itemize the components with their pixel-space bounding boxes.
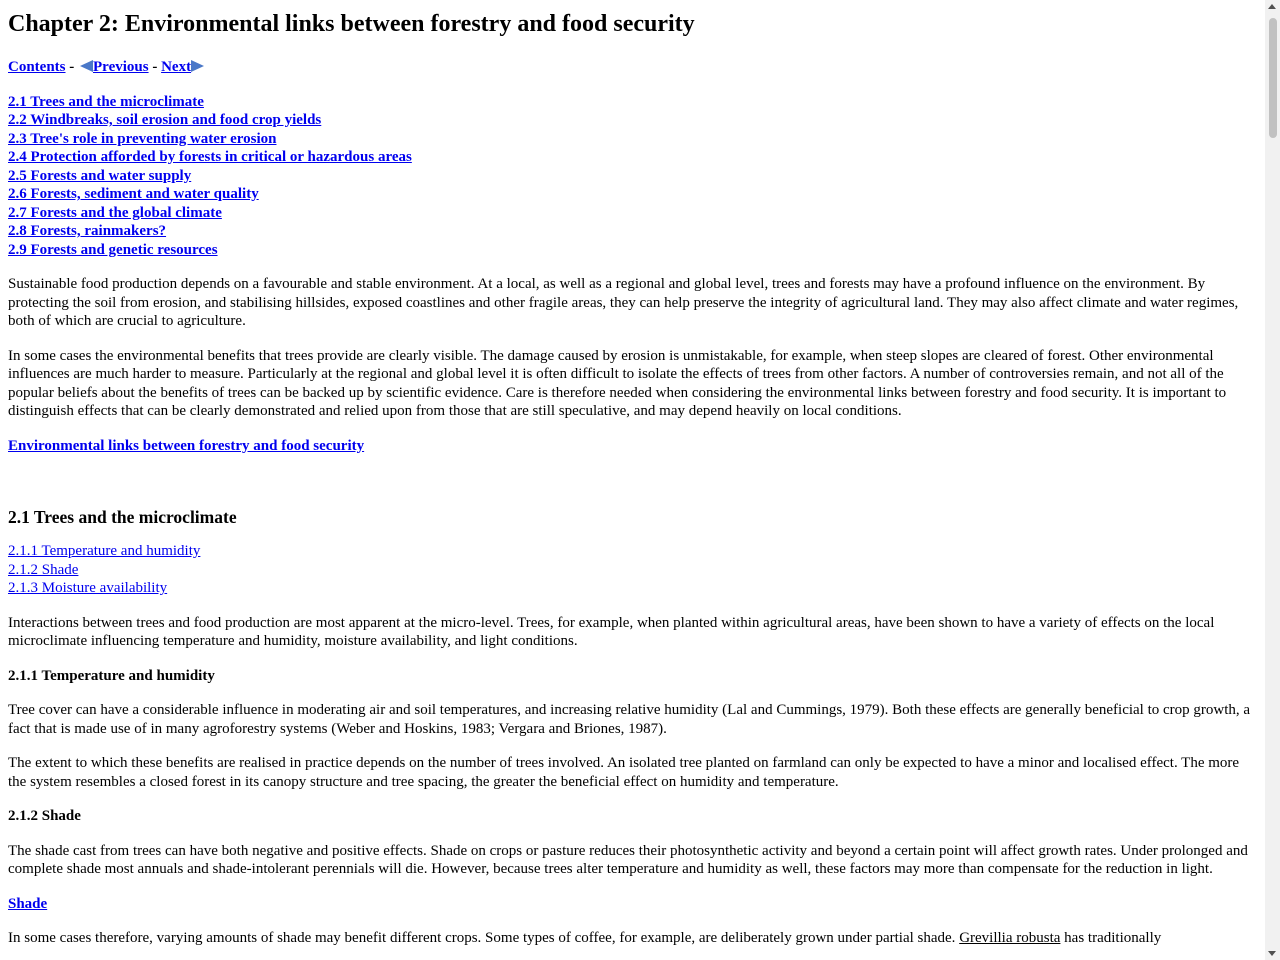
vertical-scrollbar[interactable] [1265,0,1280,960]
scrollbar-thumb[interactable] [1269,18,1277,138]
section-2-1-1-heading: 2.1.1 Temperature and humidity [8,667,215,684]
subtoc-link-2-1-2[interactable]: 2.1.2 Shade [8,561,79,578]
toc-link-2-1[interactable]: 2.1 Trees and the microclimate [8,93,204,110]
toc-link-2-8[interactable]: 2.8 Forests, rainmakers? [8,223,167,239]
next-link[interactable]: Next [161,59,192,75]
toc-link-2-3[interactable]: 2.3 Tree's role in preventing water erosion [8,130,277,147]
scroll-down-arrow-icon[interactable] [1268,951,1276,956]
intro-paragraph-1: Sustainable food production depends on a favourable and stable environment. At a local, as well as a regional and global level, trees and forests may have a profound influence on the environment. By protecting the soil from erosion, and stabilising hillsides, exposed coastlines and other fragile areas, they can help preserve the integrity of agricultural land. They may also affect climate and water regimes, both of which are crucial to agriculture. [8,276,1239,329]
section-2-1-1-paragraph-2: The extent to which these benefits are realised in practice depends on the number of trees involved. An isolated tree planted on farmland can only be expected to have a minor and localised effect. The more the system resembles a closed forest in its canopy structure and tree spacing, the greater the beneficial effect on humidity and temperature. [8,755,1240,790]
toc-link-2-9[interactable]: 2.9 Forests and genetic resources [8,241,218,258]
contents-link[interactable]: Contents [8,59,66,75]
toc-link-2-5[interactable]: 2.5 Forests and water supply [8,167,192,184]
scroll-up-arrow-icon[interactable] [1268,4,1276,9]
section-2-1-2-heading: 2.1.2 Shade [8,808,81,824]
chapter-toc [8,93,1260,260]
environmental-links-link[interactable]: Environmental links between forestry and food security [8,437,365,454]
subtoc-link-2-1-1[interactable]: 2.1.1 Temperature and humidity [8,543,201,559]
toc-link-2-6[interactable]: 2.6 Forests, sediment and water quality [8,186,259,202]
next-arrow-icon[interactable] [191,60,204,72]
paragraph-text: In some cases therefore, varying amounts of shade may benefit different crops. Some types of coffee, for example, are deliberately grown under partial shade. [8,930,960,946]
section-2-1-1-paragraph-1: Tree cover can have a considerable influence in moderating air and soil temperatures, and increasing relative humidity (Lal and Cummings, 1979). Both these effects are generally beneficial to crop growth, a fact that is made use of in many agroforestry systems (Weber and Hoskins, 1983; Vergara and Briones, 1987). [8,702,1251,737]
toc-link-2-2[interactable]: 2.2 Windbreaks, soil erosion and food crop yields [8,112,322,128]
intro-paragraph-2: In some cases the environmental benefits that trees provide are clearly visible. The damage caused by erosion is unmistakable, for example, when steep slopes are cleared of forest. Other environmental influences are much harder to measure. Particularly at the regional and global level it is often difficult to isolate the effects of trees from other factors. A number of controversies remain, and not all of the popular beliefs about the benefits of trees can be backed up by scientific evidence. Care is therefore needed when considering the environmental links between forestry and food security. It is important to distinguish effects that can be clearly demonstrated and relied upon from those that are still speculative, and may depend heavily on local conditions. [8,347,1227,419]
toc-link-2-4[interactable]: 2.4 Protection afforded by forests in critical or hazardous areas [8,149,412,165]
nav-separator: - [148,59,162,75]
section-2-1-paragraph: Interactions between trees and food production are most apparent at the micro-level. Trees, for example, when planted within agricultural areas, have been shown to have a variety of effects on the local microclimate influencing temperature and humidity, moisture availability, and light conditions. [8,614,1215,649]
chapter-nav [8,58,1260,77]
shade-anchor [8,895,1260,914]
document-page [8,0,1260,960]
intro-anchor [8,437,1260,456]
page-title: Chapter 2: Environmental links between forestry and food security [8,11,695,37]
paragraph-text: has traditionally [1060,930,1162,946]
species-name: Grevillia robusta [959,930,1061,946]
previous-arrow-icon[interactable] [80,60,93,72]
section-2-1-heading: 2.1 Trees and the microclimate [8,507,237,527]
shade-link[interactable]: Shade [8,895,48,912]
section-2-1-2-paragraph-2 [8,929,1260,948]
section-2-1-2-paragraph-1: The shade cast from trees can have both negative and positive effects. Shade on crops or pasture reduces their photosynthetic activity and beyond a certain point will affect growth rates. Under prolonged and complete shade most annuals and shade-intolerant perennials will die. However, because trees alter temperature and humidity as well, these factors may more than compensate for the reduction in light. [8,842,1248,877]
previous-link[interactable]: Previous [93,59,149,75]
section-2-1-toc [8,542,1260,598]
subtoc-link-2-1-3[interactable]: 2.1.3 Moisture availability [8,580,168,596]
nav-separator: - [65,59,79,75]
toc-link-2-7[interactable]: 2.7 Forests and the global climate [8,204,222,221]
